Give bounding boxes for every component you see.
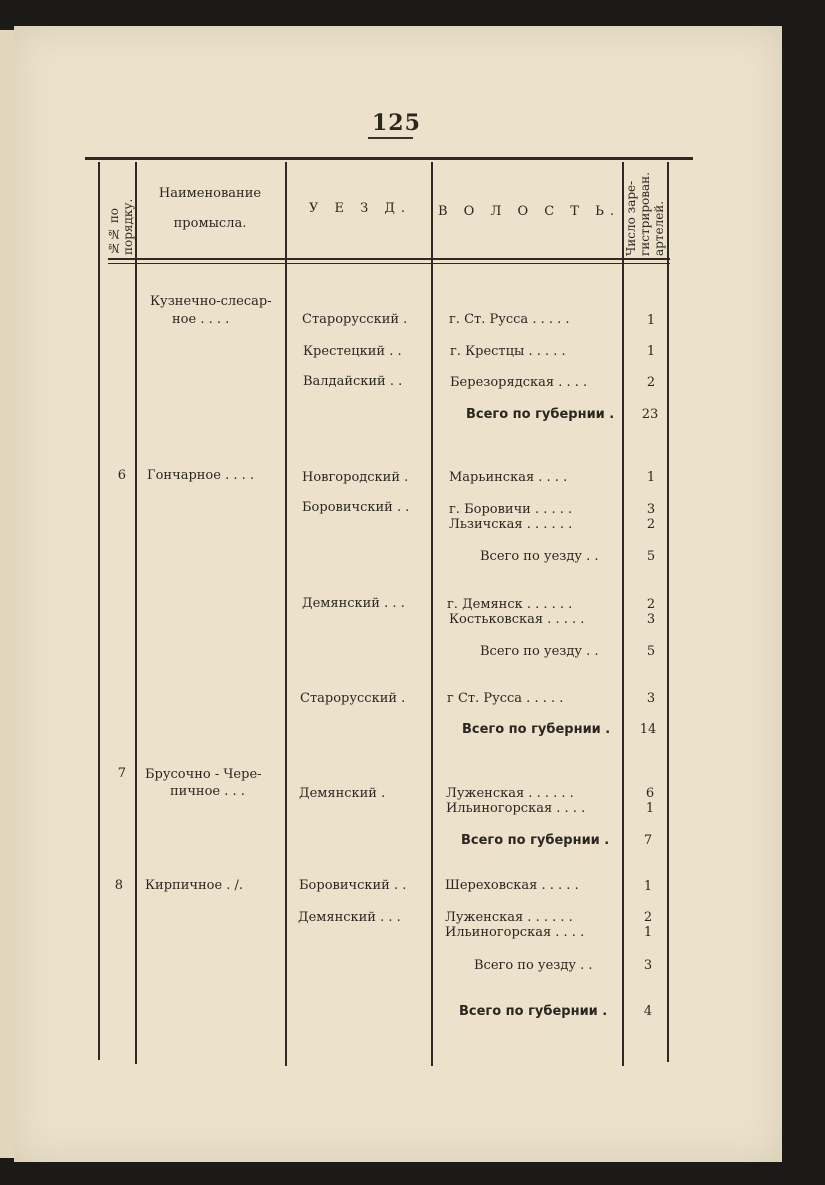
volost-name: г. Демянск . . . . . . — [447, 597, 573, 612]
province-total-value: 7 — [643, 833, 653, 848]
trade-name: Брусочно - Чере- — [145, 767, 262, 782]
artel-count: 1 — [646, 470, 656, 485]
artel-count: 6 — [645, 786, 655, 801]
trade-name: ное . . . . — [172, 312, 230, 327]
header-trade-line1: Наименование — [158, 186, 262, 201]
trade-name: Гончарное . . . . — [147, 468, 255, 483]
district-name: Демянский . — [299, 786, 386, 801]
artel-count: 1 — [643, 879, 653, 894]
province-total-value: 23 — [641, 407, 659, 422]
row-index: 6 — [117, 468, 126, 483]
volost-name: Луженская . . . . . . — [445, 910, 573, 925]
volost-name: Льзичская . . . . . . — [449, 517, 573, 532]
district-name: Старорусский . — [300, 691, 406, 706]
province-total-label: Всего по губернии . — [466, 407, 615, 422]
district-name: Валдайский . . — [303, 374, 403, 389]
volost-name: Костьковская . . . . . — [449, 612, 585, 627]
header-district: У Е З Д. — [308, 201, 412, 216]
district-total-value: 5 — [646, 644, 656, 659]
header-trade-line2: промысла. — [173, 216, 247, 231]
header-bottom-rule-2 — [108, 263, 670, 264]
column-divider-district — [431, 162, 433, 1066]
column-divider-trade — [285, 162, 287, 1066]
province-total-label: Всего по губернии . — [461, 833, 610, 848]
volost-name: Ильиногорская . . . . — [446, 801, 586, 816]
artel-count: 2 — [646, 597, 656, 612]
artel-count: 2 — [646, 517, 656, 532]
artel-count: 2 — [643, 910, 653, 925]
province-total-label: Всего по губернии . — [459, 1004, 608, 1019]
artel-count: 1 — [643, 925, 653, 940]
trade-name: Кузнечно-слесар- — [150, 294, 272, 309]
trade-name: пичное . . . — [170, 784, 245, 799]
district-name: Старорусский . — [302, 312, 408, 327]
volost-name: Березорядская . . . . — [450, 375, 588, 390]
district-name: Боровичский . . — [302, 500, 410, 515]
province-total-value: 14 — [639, 722, 657, 737]
district-name: Демянский . . . — [302, 596, 405, 611]
district-total-label: Всего по уезду . . — [480, 549, 599, 564]
page-number: 125 — [372, 110, 421, 136]
header-volost: В О Л О С Т Ь. — [437, 204, 621, 219]
volost-name: Марьинская . . . . — [449, 470, 568, 485]
column-divider-index — [135, 162, 137, 1064]
header-count-line1: Число заре- — [624, 180, 638, 256]
row-index: 8 — [114, 878, 123, 893]
district-total-value: 5 — [646, 549, 656, 564]
volost-name: г. Боровичи . . . . . — [449, 502, 573, 517]
artel-count: 1 — [646, 313, 656, 328]
district-total-label: Всего по уезду . . — [474, 958, 593, 973]
artel-count: 1 — [645, 801, 655, 816]
volost-name: г. Крестцы . . . . . — [450, 344, 566, 359]
volost-name: Луженская . . . . . . — [446, 786, 574, 801]
page-number-underline — [368, 137, 413, 139]
artel-count: 1 — [646, 344, 656, 359]
volost-name: Ильиногорская . . . . — [445, 925, 585, 940]
district-name: Крестецкий . . — [303, 344, 402, 359]
volost-name: г Ст. Русса . . . . . — [447, 691, 564, 706]
district-name: Новгородский . — [302, 470, 409, 485]
trade-name: Кирпичное . /. — [145, 878, 244, 893]
header-count-line2: гистрирован. — [638, 172, 652, 256]
district-total-label: Всего по уезду . . — [480, 644, 599, 659]
header-count-line3: артелей. — [652, 200, 666, 256]
table-right-border — [667, 162, 669, 1062]
header-bottom-rule — [108, 258, 670, 260]
artel-count: 3 — [646, 502, 656, 517]
column-divider-volost — [622, 162, 624, 1066]
district-total-value: 3 — [643, 958, 653, 973]
row-index: 7 — [117, 766, 126, 781]
volost-name: Шереховская . . . . . — [445, 878, 579, 893]
artel-count: 3 — [646, 691, 656, 706]
volost-name: г. Ст. Русса . . . . . — [449, 312, 570, 327]
district-name: Боровичский . . — [299, 878, 407, 893]
artel-count: 2 — [646, 375, 656, 390]
province-total-value: 4 — [643, 1004, 653, 1019]
district-name: Демянский . . . — [298, 910, 401, 925]
artel-count: 3 — [646, 612, 656, 627]
table-left-border — [98, 162, 100, 1060]
header-index: №№ по порядку. — [107, 198, 135, 255]
table-top-rule — [85, 157, 693, 160]
province-total-label: Всего по губернии . — [462, 722, 611, 737]
